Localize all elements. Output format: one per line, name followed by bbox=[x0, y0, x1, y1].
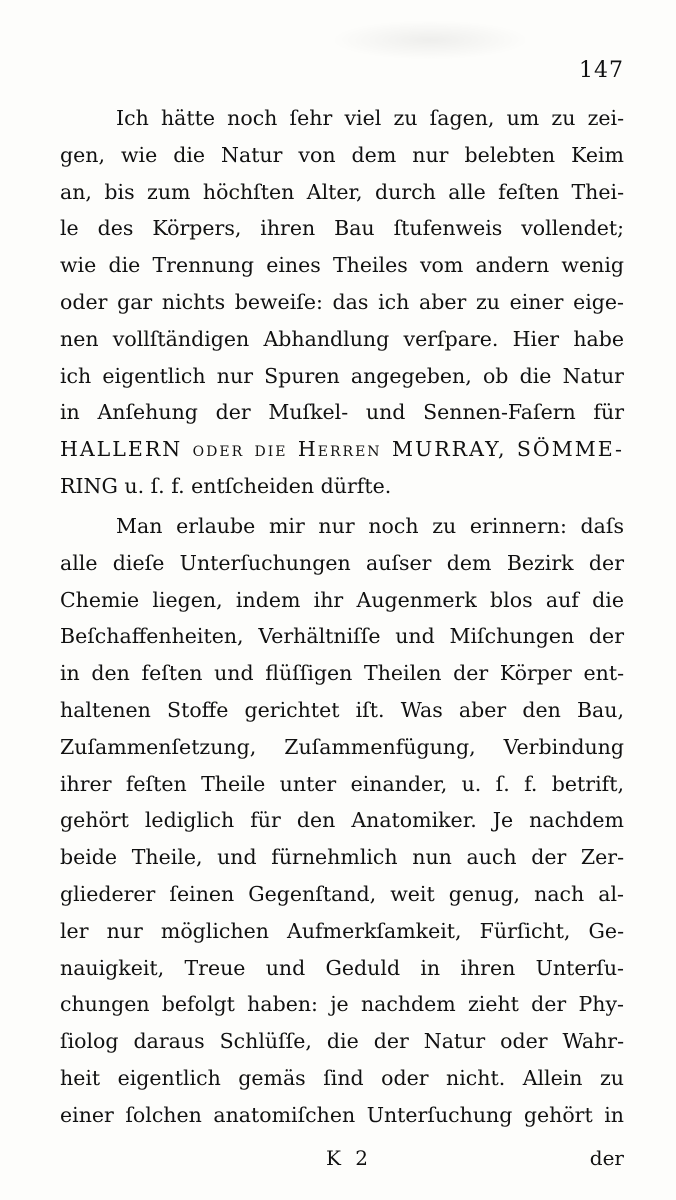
page-footer bbox=[0, 1146, 676, 1186]
text-line: nauigkeit, Treue und Geduld in ihren Unterſu- bbox=[60, 955, 624, 980]
text-line: wie die Trennung eines Theiles vom andern wenig bbox=[60, 253, 624, 278]
text-line: nen vollſtändigen Abhandlung verſpare. Hier habe bbox=[60, 326, 624, 351]
paragraph-1 bbox=[60, 100, 624, 505]
text-line: einer ſolchen anatomiſchen Unterſuchung gehört in bbox=[60, 1102, 624, 1127]
text-line: gliederer ſeinen Gegenſtand, weit genug, nach al- bbox=[60, 881, 624, 906]
text-line: haltenen Stoffe gerichtet iſt. Was aber den Bau, bbox=[60, 697, 624, 722]
text-line: in den feſten und flüſſigen Theilen der Körper ent- bbox=[60, 661, 624, 686]
text-line: gen, wie die Natur von dem nur belebten Keim bbox=[60, 142, 624, 167]
page-number: 147 bbox=[579, 58, 624, 83]
text-line: an, bis zum höchſten Alter, durch alle feſten Thei- bbox=[60, 179, 624, 204]
text-line: ler nur möglichen Aufmerkſamkeit, Fürſicht, Ge- bbox=[60, 918, 624, 943]
text-line: oder gar nichts beweiſe: das ich aber zu einer eige- bbox=[60, 289, 624, 314]
text-line: chungen befolgt haben: je nachdem zieht der Phy- bbox=[60, 992, 624, 1017]
text-line: Ich hätte noch ſehr viel zu ſagen, um zu zei- bbox=[116, 106, 624, 130]
text-line: gehört lediglich für den Anatomiker. Je nachdem bbox=[60, 808, 624, 833]
text-line: Chemie liegen, indem ihr Augenmerk blos auf die bbox=[60, 587, 624, 612]
text-line: in Anſehung der Muſkel- und Sennen-Faſern für bbox=[60, 400, 624, 425]
text-line: ich eigentlich nur Spuren angegeben, ob die Natur bbox=[60, 363, 624, 388]
show-through-smudge bbox=[330, 20, 530, 60]
text-line: Man erlaube mir nur noch zu erinnern: daſs bbox=[116, 514, 624, 538]
text-line: alle dieſe Unterſuchungen auſser dem Bezirk der bbox=[60, 550, 624, 575]
text-line: Zuſammenſetzung, Zuſammenfügung, Verbindung bbox=[60, 734, 624, 759]
text-line: HALLERN oder die Herren MURRAY, SÖMME- bbox=[60, 437, 624, 462]
text-line: ſiolog daraus Schlüſſe, die der Natur oder Wahr- bbox=[60, 1029, 624, 1054]
paragraph-2 bbox=[60, 508, 624, 1134]
text-line: Beſchaffenheiten, Verhältniſſe und Miſchungen der bbox=[60, 624, 624, 649]
text-line: heit eigentlich gemäs ſind oder nicht. Allein zu bbox=[60, 1065, 624, 1090]
text-line: le des Körpers, ihren Bau ſtufenweis vollendet; bbox=[60, 216, 624, 241]
catchword: der bbox=[589, 1146, 624, 1170]
text-line: ihrer feſten Theile unter einander, u. ſ. f. betrift, bbox=[60, 771, 624, 796]
text-line: RING u. ſ. f. entſcheiden dürfte. bbox=[60, 473, 392, 498]
signature-mark: K 2 bbox=[326, 1146, 373, 1170]
text-line: beide Theile, und fürnehmlich nun auch der Zer- bbox=[60, 845, 624, 870]
